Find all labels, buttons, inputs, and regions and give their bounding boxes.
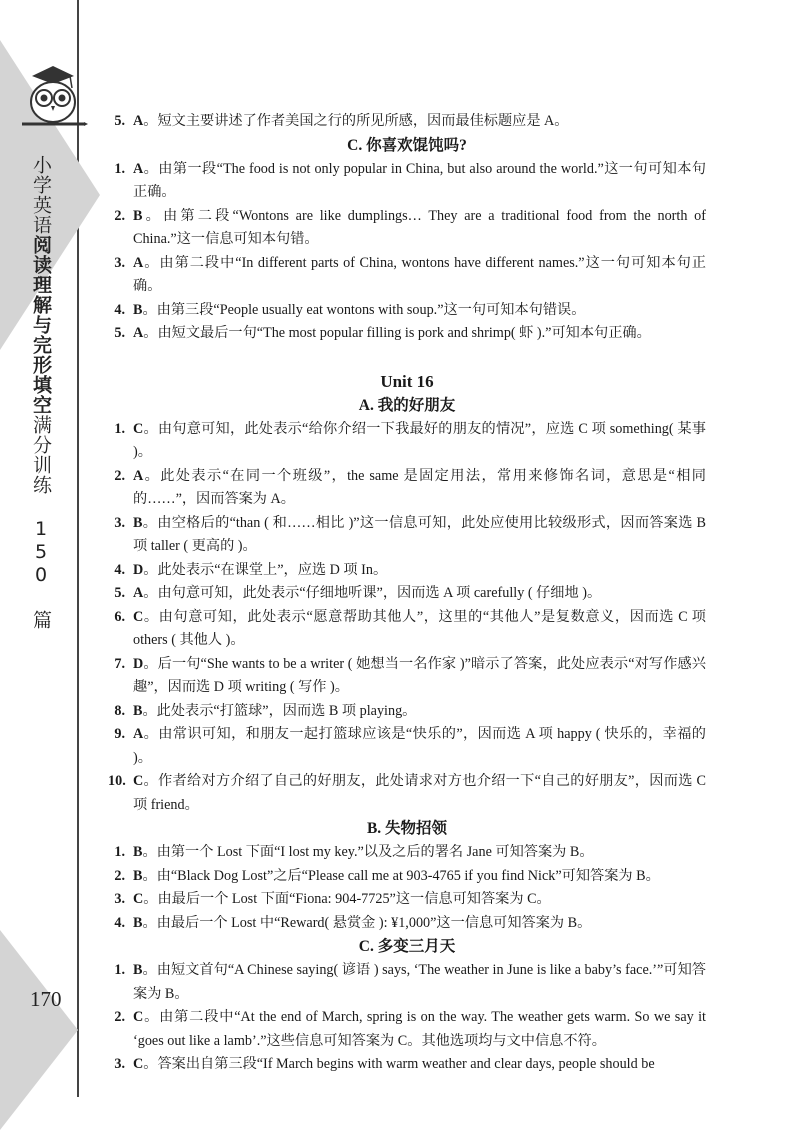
item-explanation: 。后一句“She wants to be a writer ( 她想当一名作家 )”暗示了答案，此处应表示“对写作感兴趣”，因而选 D 项 writing ( 写作 )。 [133,655,706,695]
answer-item [108,770,706,817]
answer-item [108,158,706,205]
item-answer: C [133,773,144,789]
item-explanation: 。答案出自第三段“If March begins with warm weather and clear days, people should be [143,1056,655,1072]
item-explanation: 。由常识可知，和朋友一起打篮球应该是“快乐的”，因而选 A 项 happy ( 快乐的，幸福的 )。 [133,726,706,766]
item-number: 5. [114,113,125,129]
section-title: C. 多变三月天 [358,938,456,955]
section-title: C. 你喜欢馄饨吗? [347,136,467,154]
owl-mascot-icon [18,62,88,132]
item-explanation: 。此处表示“在课堂上”，应选 D 项 In。 [143,561,388,578]
item-answer: C [133,1056,144,1072]
item-explanation: 。由第一个 Lost 下面“I lost my key.”以及之后的署名 Jane 可知答案为 B。 [142,844,594,860]
item-answer: C [133,420,144,437]
answer-item [108,252,706,299]
item-answer: C [133,608,144,625]
item-explanation: 。由句意可知，此处表示“愿意帮助其他人”，这里的“其他人”是复数意义，因而选 C 项 others ( 其他人 )。 [133,608,706,648]
item-answer: A [133,585,144,601]
answer-item [108,512,706,559]
item-explanation: 。由第二段“Wontons are like dumplings… They are a traditional food from the north of China.”这一信息可知本句错。 [133,207,706,247]
item-number: 5. [114,325,125,341]
item-explanation: 。由第二段中“In different parts of China, wontons have different names.”这一句可知本句正确。 [133,254,706,294]
item-number: 9. [114,726,125,742]
book-title [30,155,52,630]
answer-item [108,1053,706,1077]
item-explanation: 。此处表示“打篮球”，因而选 B 项 playing。 [142,702,417,719]
item-answer: B [133,207,143,224]
item-answer: A [133,113,144,129]
book-title-suffix: 满分训练 150 篇 [30,415,52,630]
item-answer: B [133,844,143,860]
item-number: 5. [114,585,125,601]
answer-item [108,559,706,583]
answer-item [108,700,706,724]
item-explanation: 。由短文首句“A Chinese saying( 谚语 ) says, ‘The weather in June is like a baby’s face.’”可知答案为 B。 [133,962,706,1002]
answer-item [108,582,706,606]
item-number: 1. [114,844,125,860]
answer-item [108,723,706,770]
answer-list [108,158,706,346]
answer-list [108,959,706,1077]
answer-item [108,205,706,252]
item-explanation: 。由第一段“The food is not only popular in China, but also around the world.”这一句可知本句正确。 [133,160,706,200]
item-number: 4. [114,914,125,931]
item-explanation: 。由第三段“People usually eat wontons with soup.”这一句可知本句错误。 [142,301,586,318]
item-explanation: 。由“Black Dog Lost”之后“Please call me at 903-4765 if you find Nick”可知答案为 B。 [142,867,660,884]
bottom-triangle-decoration [0,930,78,1130]
answer-item [108,865,706,889]
answer-item [108,418,706,465]
item-explanation: 。作者给对方介绍了自己的好朋友，此处请求对方也介绍一下“自己的好朋友”，因而选 C 项 friend。 [133,773,706,813]
answer-item [108,912,706,936]
answer-item [108,653,706,700]
answer-item [108,299,706,323]
item-answer: B [133,514,143,531]
item-number: 1. [114,160,125,177]
answer-list [108,418,706,818]
section-title: B. 失物招领 [366,820,448,837]
item-answer: B [133,301,143,318]
answer-list [108,841,706,935]
book-title-bold: 阅读理解与完形填空 [30,235,52,415]
item-number: 2. [114,1009,125,1025]
answer-content [108,110,706,1077]
answer-item [108,606,706,653]
item-answer: C [133,891,144,907]
item-answer: B [133,867,143,884]
item-explanation: 。由最后一个 Lost 中“Reward( 悬赏金 ): ¥1,000”这一信息可知答案为 B。 [142,914,592,931]
item-explanation: 。由句意可知，此处表示“仔细地听课”，因而选 A 项 carefully ( 仔细地 )。 [143,585,602,601]
item-answer: A [133,325,144,341]
item-answer: D [133,655,144,672]
item-answer: A [133,160,144,177]
item-number: 3. [114,254,125,271]
item-explanation: 。由短文最后一句“The most popular filling is pork and shrimp( 虾 ).”可知本句正确。 [143,325,651,341]
item-explanation: 。由最后一个 Lost 下面“Fiona: 904-7725”这一信息可知答案为 C。 [143,891,551,907]
item-number: 2. [114,207,125,224]
item-answer: A [133,726,144,742]
item-number: 8. [114,702,125,719]
answer-item [108,110,706,134]
item-answer: B [133,962,143,978]
item-explanation: 。由第二段中“At the end of March, spring is on the way. The weather gets warm. So we say it ‘goes out like a lamb’.”这些信息可知答案为 C。其他选项均与文中信息不符。 [133,1009,706,1049]
item-number: 3. [114,1056,125,1072]
item-explanation: 。由空格后的“than ( 和……相比 )”这一信息可知，此处应使用比较级形式，因而答案选 B 项 taller ( 更高的 )。 [133,514,706,554]
item-number: 3. [114,891,125,907]
item-answer: B [133,702,143,719]
item-answer: A [133,254,144,271]
item-explanation: 。此处表示“在同一个班级”，the same 是固定用法，常用来修饰名词，意思是“相同的……”，因而答案为 A。 [133,467,706,507]
item-number: 3. [114,514,125,531]
item-answer: A [133,467,144,484]
item-number: 10. [108,773,126,789]
answer-item [108,959,706,1006]
item-number: 2. [114,467,125,484]
item-explanation: 。短文主要讲述了作者美国之行的所见所感，因而最佳标题应是 A。 [143,113,569,129]
answer-item [108,888,706,912]
section-title: A. 我的好朋友 [358,396,456,414]
item-answer: C [133,1009,144,1025]
item-number: 7. [114,655,125,672]
unit-title: Unit 16 [380,371,434,391]
item-number: 2. [114,867,125,884]
item-number: 6. [114,608,125,625]
item-answer: B [133,914,143,931]
item-number: 1. [114,420,125,437]
item-number: 1. [114,962,125,978]
book-title-prefix: 小学英语 [30,155,52,235]
item-answer: D [133,561,144,578]
answer-item [108,322,706,346]
item-number: 4. [114,561,125,578]
item-explanation: 。由句意可知，此处表示“给你介绍一下我最好的朋友的情况”，应选 C 项 something( 某事 )。 [133,420,706,460]
page-number: 170 [30,987,62,1011]
answer-item [108,465,706,512]
item-number: 4. [114,301,125,318]
answer-item [108,841,706,865]
answer-item [108,1006,706,1053]
